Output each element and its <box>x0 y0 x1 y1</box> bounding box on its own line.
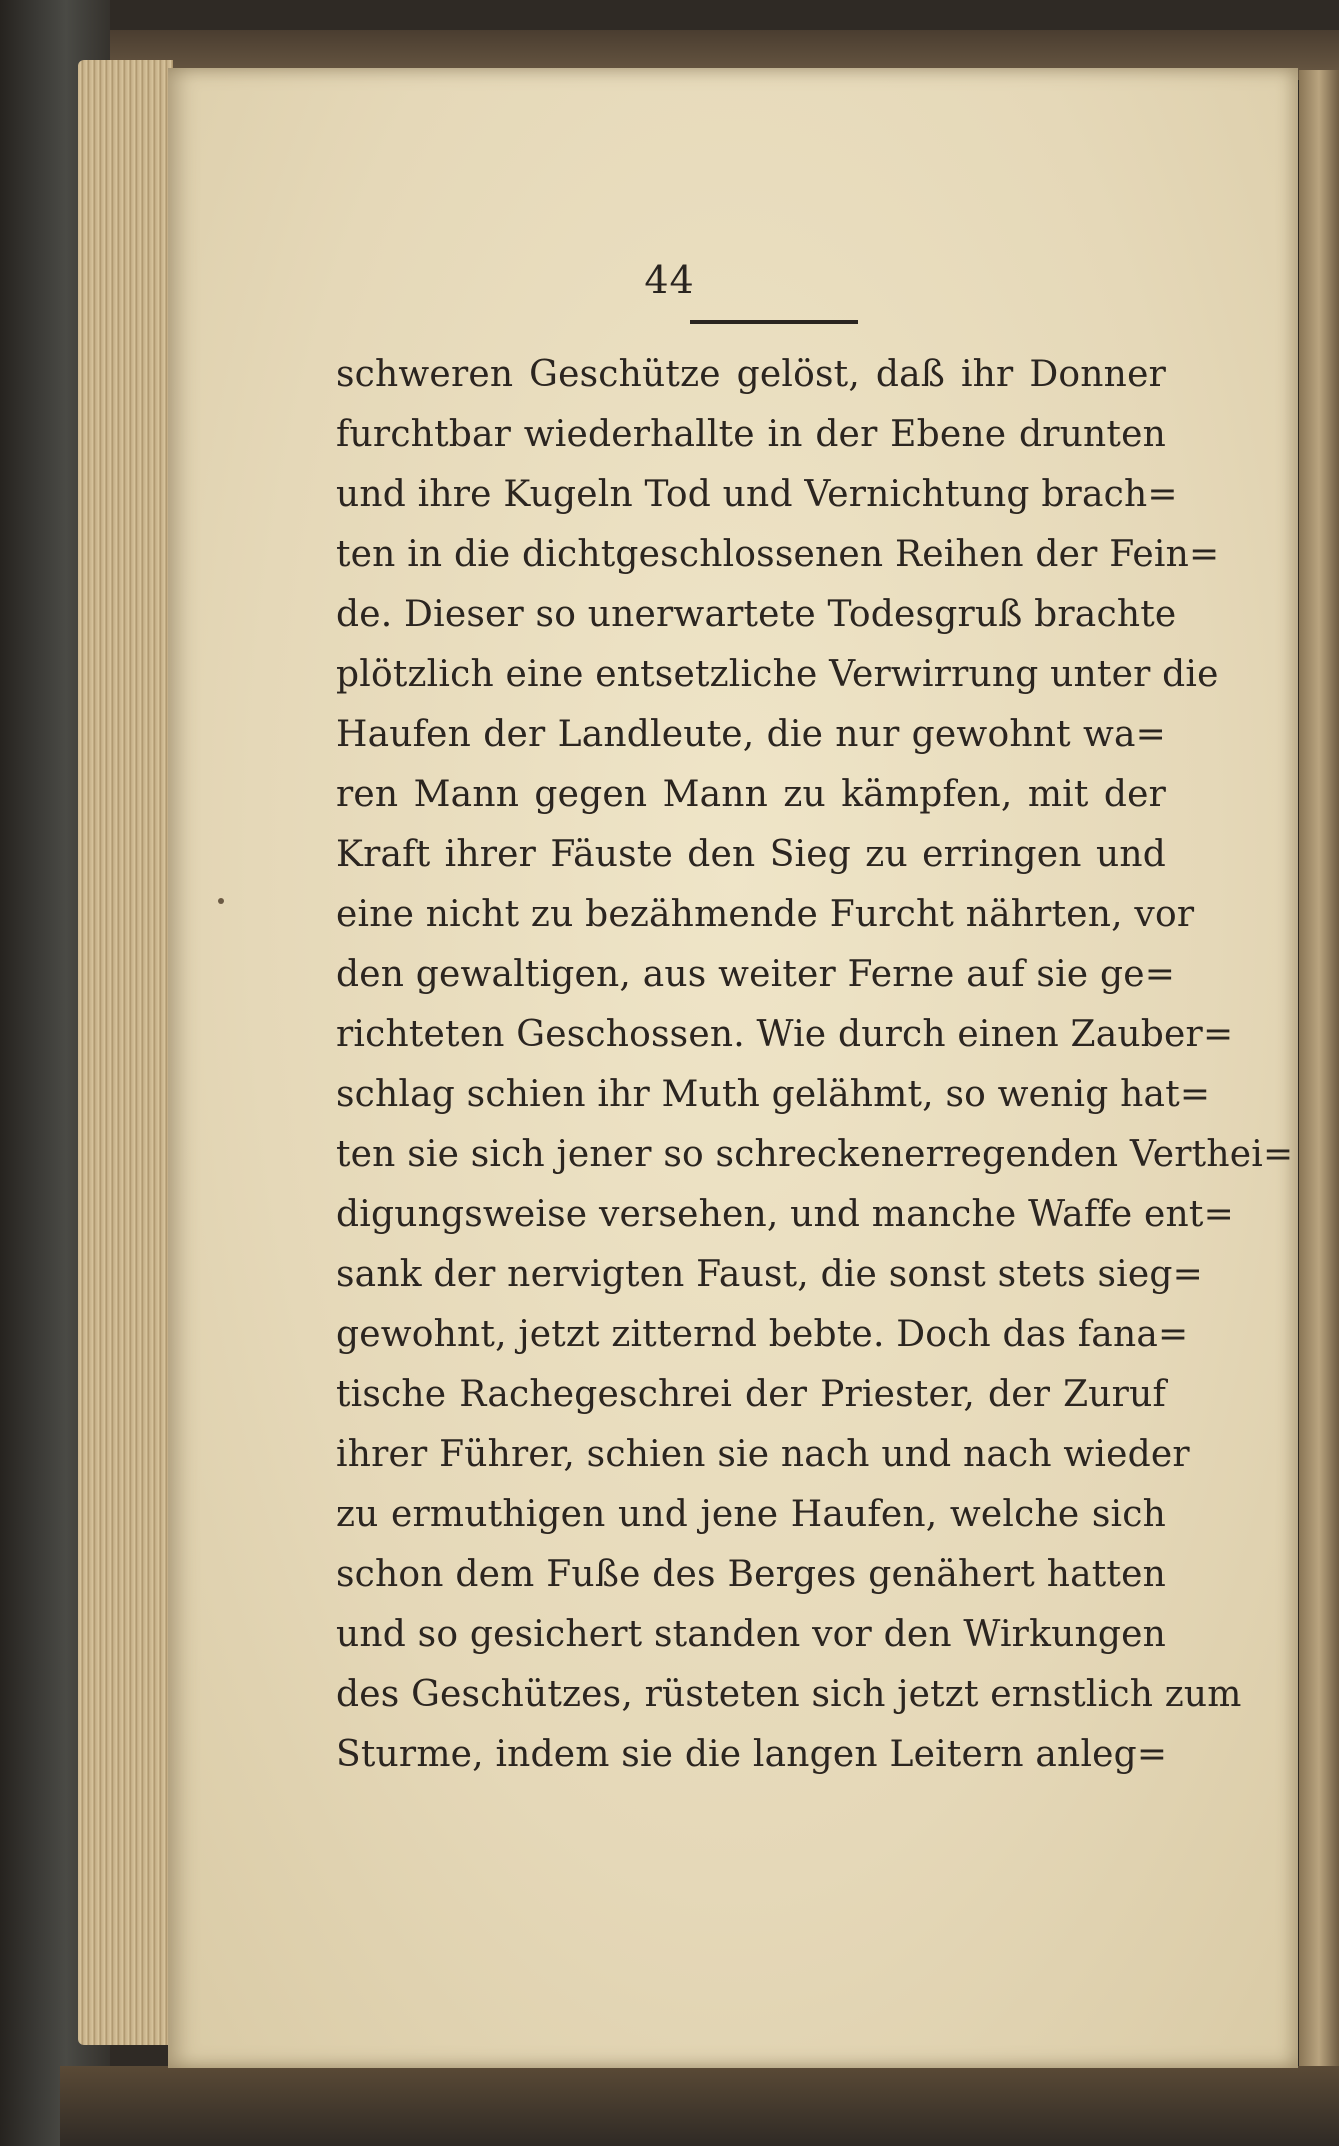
text-line: digungsweise versehen, und manche Waffe ent= <box>336 1194 1234 1235</box>
paper-speck <box>218 898 224 904</box>
text-line: plötzlich eine entsetzliche Verwirrung unter die <box>336 654 1219 695</box>
text-line: richteten Geschossen. Wie durch einen Zauber= <box>336 1014 1234 1055</box>
text-line: den gewaltigen, aus weiter Ferne auf sie ge= <box>336 954 1176 995</box>
text-line: Sturme, indem sie die langen Leitern anleg= <box>336 1734 1168 1775</box>
text-line: tische Rachegeschrei der Priester, der Zuruf <box>336 1374 1166 1415</box>
text-line: des Geschützes, rüsteten sich jetzt ernstlich zum <box>336 1674 1242 1715</box>
text-line: schlag schien ihr Muth gelähmt, so wenig hat= <box>336 1074 1211 1115</box>
header-rule <box>690 320 858 324</box>
text-line: zu ermuthigen und jene Haufen, welche sich <box>336 1494 1166 1535</box>
facing-page-edge <box>1299 70 1339 2070</box>
text-line: gewohnt, jetzt zitternd bebte. Doch das fana= <box>336 1314 1189 1355</box>
text-line: furchtbar wiederhallte in der Ebene drunten <box>336 414 1166 455</box>
text-line: ihrer Führer, schien sie nach und nach wieder <box>336 1434 1190 1475</box>
text-line: schweren Geschütze gelöst, daß ihr Donner <box>336 354 1166 395</box>
text-line: de. Dieser so unerwartete Todesgruß brachte <box>336 594 1177 635</box>
text-line: ten sie sich jener so schreckenerregenden Verthei= <box>336 1134 1294 1175</box>
text-line: ren Mann gegen Mann zu kämpfen, mit der <box>336 774 1166 815</box>
text-line: Kraft ihrer Fäuste den Sieg zu erringen und <box>336 834 1166 875</box>
text-line: und ihre Kugeln Tod und Vernichtung brach= <box>336 474 1178 515</box>
text-line: und so gesichert standen vor den Wirkungen <box>336 1614 1166 1655</box>
book-bottom-edge <box>60 2066 1339 2146</box>
page-number: 44 <box>644 258 695 302</box>
text-line: schon dem Fuße des Berges genähert hatten <box>336 1554 1166 1595</box>
body-text <box>336 345 1294 1785</box>
text-line: sank der nervigten Faust, die sonst stets sieg= <box>336 1254 1203 1295</box>
text-line: Haufen der Landleute, die nur gewohnt wa= <box>336 714 1166 755</box>
stacked-page-edges <box>78 60 173 2045</box>
text-line: ten in die dichtgeschlossenen Reihen der Fein= <box>336 534 1220 575</box>
text-line: eine nicht zu bezähmende Furcht nährten, vor <box>336 894 1195 935</box>
